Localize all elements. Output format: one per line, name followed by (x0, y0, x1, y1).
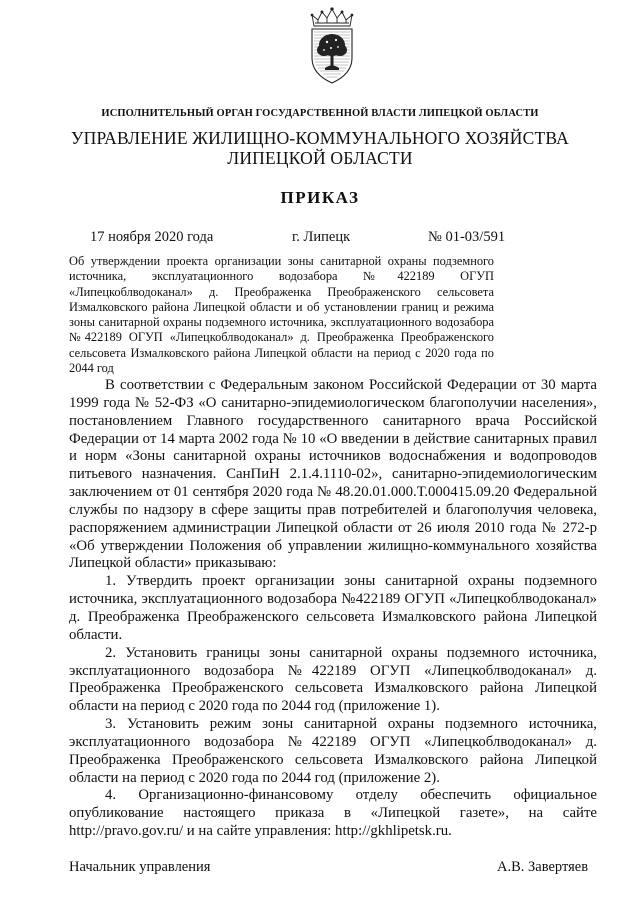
order-subject: Об утверждении проекта организации зоны санитарной охраны подземного источника, эксплуатационного водозабора №422189 ОГУП «Липецкоблводоканал» д. Преображенка Преображенского сельсовета Измалковского района Липецкой области и об установлении границ и режима зоны санитарной охраны подземного источника, эксплуатационного водозабора №422189 ОГУП «Липецкоблводоканал» д. Преображенка Преображенского сельсовета Измалковского района Липецкой области на период с 2020 года по 2044 год (69, 254, 494, 375)
executive-organ-heading: ИСПОЛНИТЕЛЬНЫЙ ОРГАН ГОСУДАРСТВЕННОЙ ВЛАСТИ ЛИПЕЦКОЙ ОБЛАСТИ (101, 108, 539, 119)
coat-of-arms-emblem-icon (300, 6, 364, 86)
order-item-3: 3. Установить режим зоны санитарной охраны подземного источника, эксплуатационного водозабора №422189 ОГУП «Липецкоблводоканал» д. Преображенка Преображенского сельсовета Измалковского района Липецкой области на период с 2020 года по 2044 год (приложение 2). (69, 716, 597, 786)
order-body (69, 377, 597, 841)
order-number: № 01-03/591 (428, 229, 506, 245)
department-name-line1: УПРАВЛЕНИЕ ЖИЛИЩНО-КОММУНАЛЬНОГО ХОЗЯЙСТВА (71, 128, 569, 148)
order-item-1: 1. Утвердить проект организации зоны санитарной охраны подземного источника, эксплуатационного водозабора №422189 ОГУП «Липецкоблводоканал» д. Преображенка Преображенского сельсовета Измалковского района Липецкой области. (69, 573, 597, 643)
order-date: 17 ноября 2020 года (90, 229, 214, 245)
department-name (0, 128, 640, 168)
order-item-4: 4. Организационно-финансовому отделу обеспечить официальное опубликование настоящего приказа в «Липецкой газете», на сайте http://pravo.gov.ru/ и на сайте управления: http://gkhlipetsk.ru. (69, 787, 597, 840)
department-name-line2: ЛИПЕЦКОЙ ОБЛАСТИ (227, 148, 413, 168)
signer-title: Начальник управления (69, 859, 211, 875)
document-type-title: ПРИКАЗ (280, 188, 360, 207)
order-city: г. Липецк (292, 229, 351, 245)
order-item-2: 2. Установить границы зоны санитарной охраны подземного источника, эксплуатационного водозабора №422189 ОГУП «Липецкоблводоканал» д. Преображенка Преображенского сельсовета Измалковского района Липецкой области на период с 2020 года по 2044 год (приложение 1). (69, 644, 597, 715)
order-preamble: В соответствии с Федеральным законом Российской Федерации от 30 марта 1999 года № 52-ФЗ «О санитарно-эпидемиологическом благополучии населения», постановлением Главного государственного санитарного врача Российской Федерации от 14 марта 2002 года № 10 «О введении в действие санитарных правил и норм «Зоны санитарной охраны источников водоснабжения и водопроводов питьевого назначения. СанПиН 2.1.4.1110-02», санитарно-эпидемиологическим заключением от 01 сентября 2020 года № 48.20.01.000.Т.000415.09.20 Федеральной службы по надзору в сфере защиты прав потребителей и благополучия человека, распоряжением администрации Липецкой области от 26 июля 2010 года № 272-р «Об утверждении Положения об управлении жилищно-коммунального хозяйства Липецкой области» приказываю: (69, 377, 597, 572)
signer-name: А.В. Завертяев (497, 859, 589, 875)
